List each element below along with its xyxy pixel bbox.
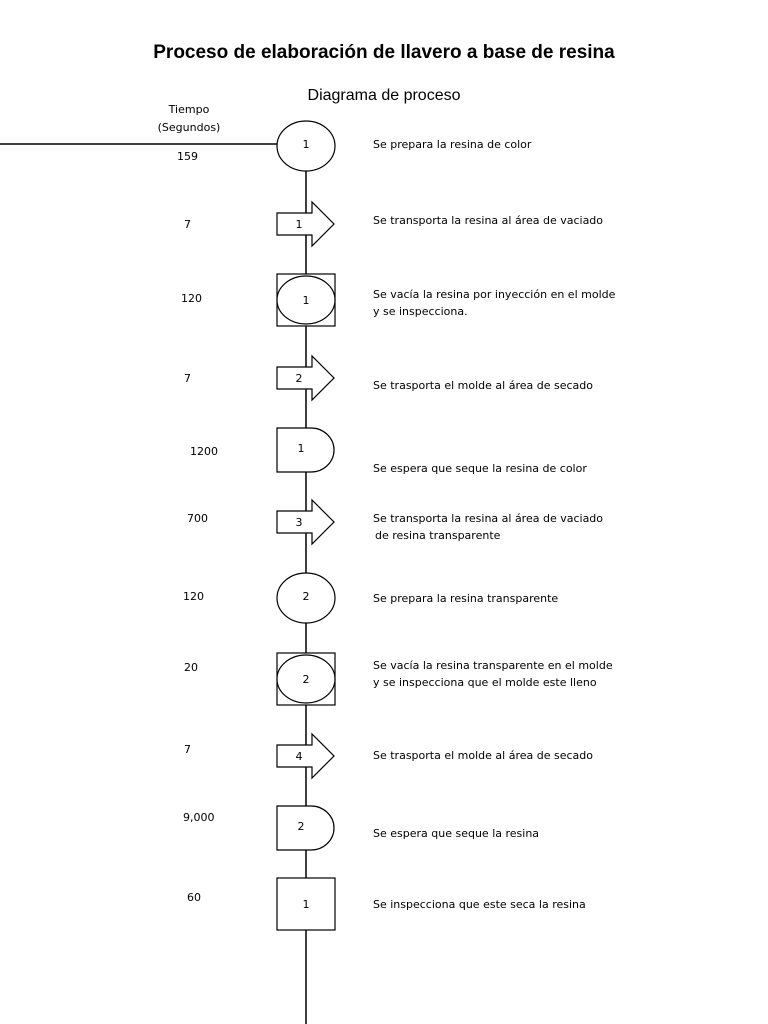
- step-description: [373, 590, 558, 607]
- time-header-line2: (Segundos): [157, 121, 221, 134]
- step-description: [373, 136, 531, 153]
- delay-symbol: [277, 806, 334, 850]
- step-number: 2: [302, 590, 310, 603]
- step-number: 1: [302, 138, 310, 151]
- step-description: [373, 896, 586, 913]
- step-number: 1: [302, 294, 310, 307]
- step-description-line: Se prepara la resina transparente: [373, 592, 559, 605]
- delay-d-shape: [277, 806, 334, 850]
- operation-symbol: [277, 573, 335, 623]
- step-number: 2: [302, 673, 310, 686]
- step-number: 2: [297, 820, 305, 833]
- step-time: 1200: [190, 445, 218, 458]
- step-time: 120: [183, 590, 204, 603]
- step-description-line: Se prepara la resina de color: [373, 138, 532, 151]
- step-description: [373, 286, 615, 320]
- step-description: [373, 377, 593, 394]
- step-time: 9,000: [183, 811, 215, 824]
- step-description: [373, 212, 603, 229]
- step-time: 7: [184, 372, 191, 385]
- step-description-line: Se vacía la resina por inyección en el molde: [373, 288, 616, 301]
- time-header-line1: Tiempo: [168, 103, 210, 116]
- step-time: 60: [187, 891, 201, 904]
- delay-d-shape: [277, 428, 334, 472]
- step-number: 3: [295, 516, 303, 529]
- step-time: 700: [187, 512, 208, 525]
- step-number: 4: [295, 750, 303, 763]
- step-number: 1: [297, 442, 305, 455]
- step-number: 1: [302, 898, 310, 911]
- step-description-line: Se espera que seque la resina: [373, 827, 540, 840]
- step-number: 1: [295, 218, 303, 231]
- step-description-line: Se trasporta el molde al área de secado: [373, 379, 593, 392]
- step-time: 7: [184, 743, 191, 756]
- inspection-symbol: [277, 878, 335, 930]
- step-description: [373, 825, 539, 842]
- step-description: [373, 747, 593, 764]
- diagram-title: Proceso de elaboración de llavero a base de resina: [153, 42, 615, 63]
- step-description-line: Se espera que seque la resina de color: [373, 462, 587, 475]
- step-time: 7: [184, 218, 191, 231]
- step-description-line: Se vacía la resina transparente en el molde: [373, 659, 613, 672]
- step-time: 120: [181, 292, 202, 305]
- step-description-line: y se inspecciona que el molde este lleno: [373, 676, 597, 689]
- step-time: 20: [184, 661, 198, 674]
- step-description-line: y se inspecciona.: [373, 305, 468, 318]
- operation-symbol: [277, 121, 335, 171]
- step-number: 2: [295, 372, 303, 385]
- step-description: [373, 657, 613, 691]
- step-description: [373, 460, 587, 477]
- delay-symbol: [277, 428, 334, 472]
- step-description-line: Se transporta la resina al área de vaciado: [373, 214, 604, 227]
- operation-inspection-symbol: [277, 274, 335, 326]
- step-description-line: Se transporta la resina al área de vaciado: [373, 512, 604, 525]
- step-description-line: de resina transparente: [375, 529, 501, 542]
- diagram-subtitle: Diagrama de proceso: [307, 87, 461, 104]
- step-description: [373, 510, 603, 544]
- step-description-line: Se inspecciona que este seca la resina: [373, 898, 586, 911]
- step-description-line: Se trasporta el molde al área de secado: [373, 749, 593, 762]
- step-time: 159: [177, 150, 198, 163]
- operation-inspection-symbol: [277, 653, 335, 705]
